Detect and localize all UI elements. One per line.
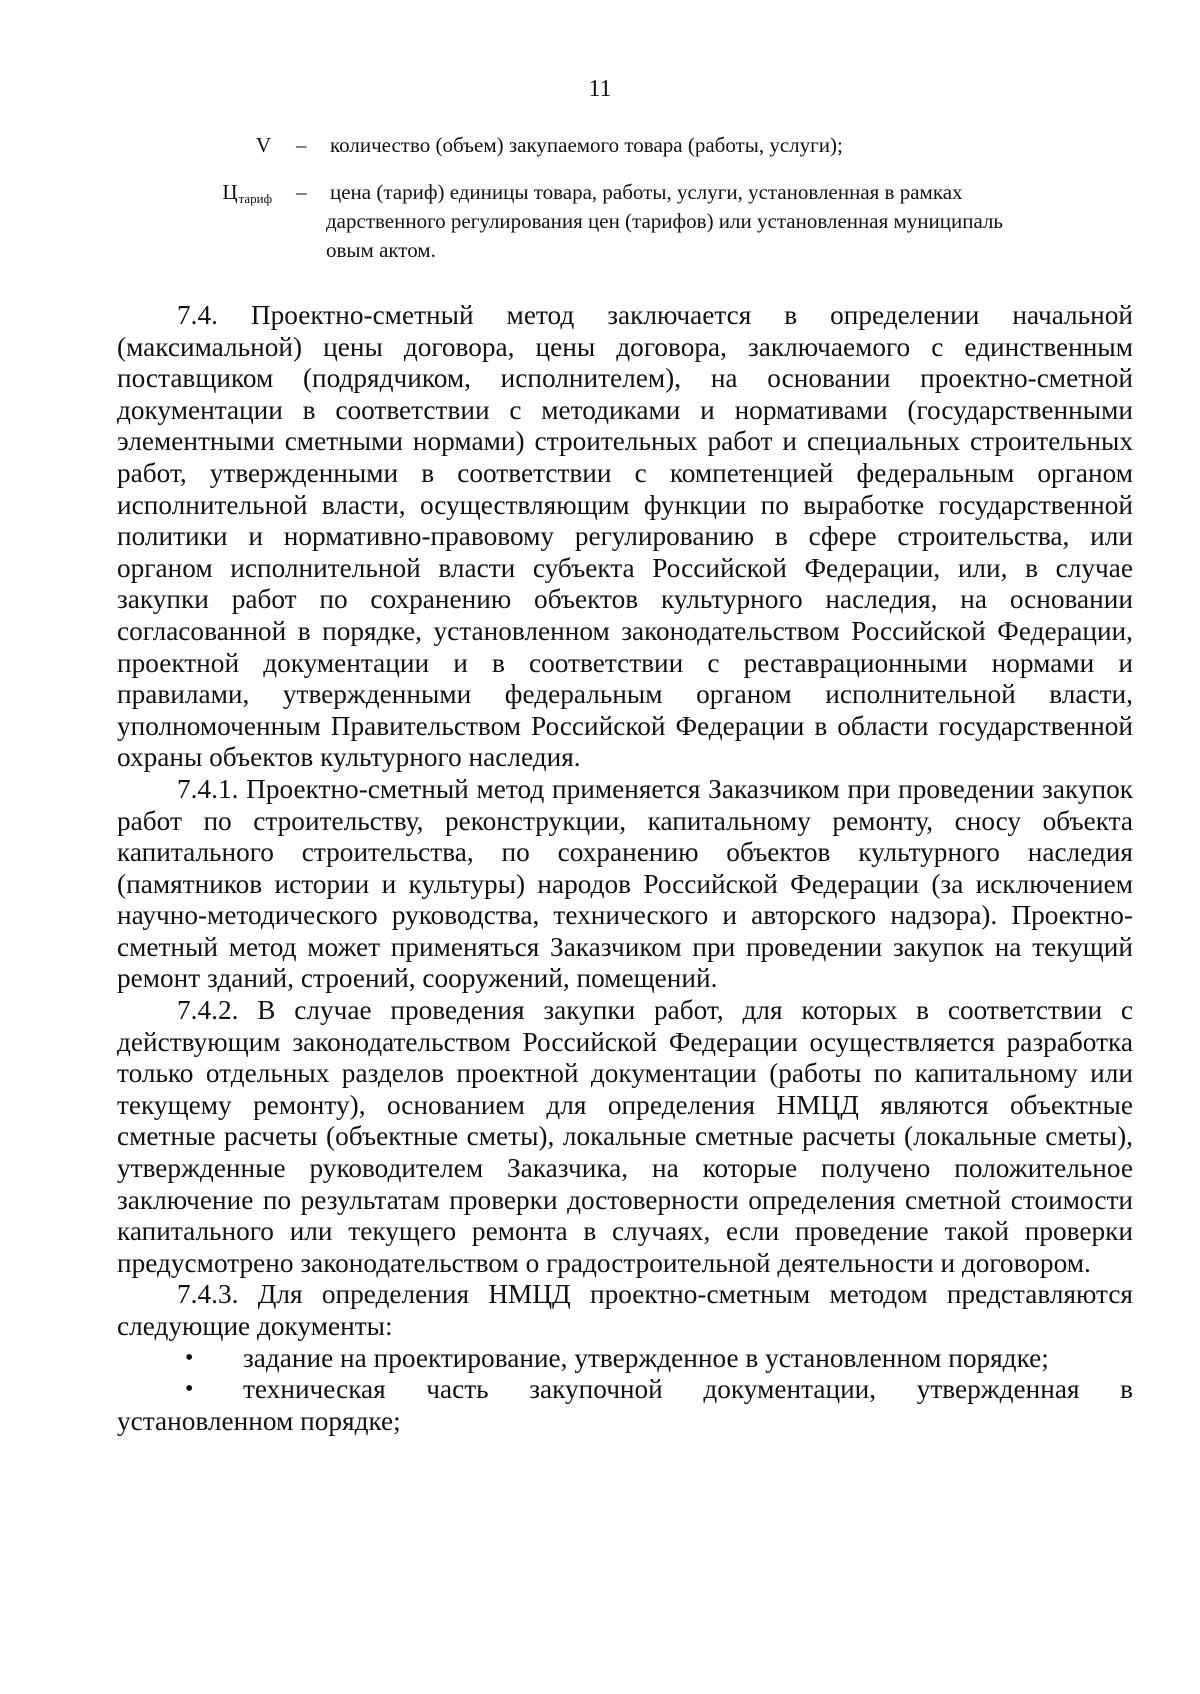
list-item-text: техническая часть закупочной документации, утвержденная в установленном порядке; bbox=[117, 1374, 1133, 1436]
symbol-subscript: тариф bbox=[238, 191, 272, 206]
definition-symbol bbox=[180, 131, 272, 166]
bullet-icon: • bbox=[185, 1344, 194, 1371]
definition-text bbox=[326, 178, 1004, 265]
definition-symbol bbox=[180, 178, 272, 213]
definition-line: овым актом. bbox=[326, 238, 436, 262]
list-item bbox=[117, 1374, 1133, 1437]
bullet-icon: • bbox=[185, 1376, 194, 1403]
list-item bbox=[117, 1343, 1133, 1375]
paragraph-7-4-1: 7.4.1. Проектно-сметный метод применяется Заказчиком при проведении закупок работ по строительству, реконструкции, капитальному ремонту, сносу объекта капитального строительства, по сохранению объектов культурного наследия (памятников истории и культуры) народов Российской Федерации (за исключением научно-методического руководства, технического и авторского надзора). Проектно-сметный метод может применяться Заказчиком при проведении закупок на текущий ремонт зданий, строений, сооружений, помещений. bbox=[117, 773, 1133, 994]
body-text bbox=[117, 300, 1133, 1437]
document-list bbox=[117, 1343, 1133, 1438]
list-item-text: задание на проектирование, утвержденное в установленном порядке; bbox=[243, 1342, 1049, 1373]
symbol-main: Ц bbox=[222, 180, 238, 204]
definition-line: количество (объем) закупаемого товара (работы, услуги); bbox=[330, 133, 843, 157]
symbol-main: V bbox=[255, 133, 271, 157]
definition-dash: – bbox=[296, 133, 307, 157]
definition-line: цена (тариф) единицы товара, работы, услуги, установленная в рамках bbox=[330, 180, 963, 204]
paragraph-7-4-2: 7.4.2. В случае проведения закупки работ, для которых в соответствии с действующим законодательством Российской Федерации осуществляется разработка только отдельных разделов проектной документации (работы по капитальному или текущему ремонту), основанием для определения НМЦД являются объектные сметные расчеты (объектные сметы), локальные сметные расчеты (локальные сметы), утвержденные руководителем Заказчика, на которые получено положительное заключение по результатам проверки достоверности определения сметной стоимости капитального или текущего ремонта в случаях, если проведение такой проверки предусмотрено законодательством о градостроительной деятельности и договором. bbox=[117, 995, 1133, 1278]
definition-text bbox=[330, 131, 843, 160]
paragraph-7-4-3: 7.4.3. Для определения НМЦД проектно-сметным методом представляются следующие документы: bbox=[117, 1279, 1133, 1341]
page-number: 11 bbox=[588, 76, 612, 102]
definition-dash: – bbox=[296, 180, 307, 204]
paragraph-7-4: 7.4. Проектно-сметный метод заключается в определении начальной (максимальной) цены договора, цены договора, заключаемого с единственным поставщиком (подрядчиком, исполнителем), на основании проектно-сметной документации в соответствии с методиками и нормативами (государственными элементными сметными нормами) строительных работ и специальных строительных работ, утвержденными в соответствии с компетенцией федеральным органом исполнительной власти, осуществляющим функции по выработке государственной политики и нормативно-правовому регулированию в сфере строительства, или органом исполнительной власти субъекта Российской Федерации, или, в случае закупки работ по сохранению объектов культурного наследия, на основании согласованной в порядке, установленном законодательством Российской Федерации, проектной документации и в соответствии с реставрационными нормами и правилами, утвержденными федеральным органом исполнительной власти, уполномоченным Правительством Российской Федерации в области государственной охраны объектов культурного наследия. bbox=[117, 300, 1133, 773]
definition-line: дарственного регулирования цен (тарифов) или установленная муниципаль bbox=[326, 209, 1004, 233]
